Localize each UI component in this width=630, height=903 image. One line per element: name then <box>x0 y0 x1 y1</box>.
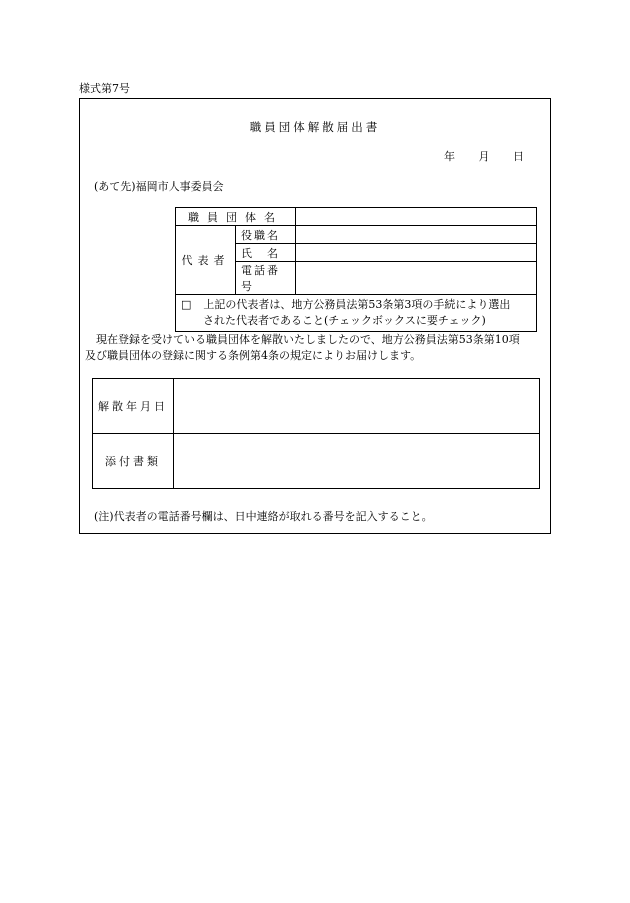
phone-field[interactable] <box>296 262 537 295</box>
addressee: (あて先)福岡市人事委員会 <box>94 180 224 193</box>
attachments-field[interactable] <box>174 434 540 489</box>
dissolution-date-field[interactable] <box>174 379 540 434</box>
dissolution-date-label: 解散年月日 <box>93 379 174 434</box>
form-number: 様式第7号 <box>79 82 130 95</box>
body-text-line2: 及び職員団体の登録に関する条例第4条の規定によりお届けします。 <box>85 349 422 362</box>
dissolution-info-table <box>92 378 540 489</box>
name-field[interactable] <box>296 244 537 262</box>
body-text <box>85 332 547 364</box>
form-frame <box>79 98 551 534</box>
org-name-field[interactable] <box>296 208 537 226</box>
position-label: 役職名 <box>236 226 296 244</box>
position-field[interactable] <box>296 226 537 244</box>
org-name-label: 職員団体名 <box>176 208 296 226</box>
election-confirmation-cell <box>176 295 537 332</box>
election-confirmation-text-line1: 上記の代表者は、地方公務員法第53条第3項の手続により選出 <box>203 298 511 311</box>
representative-label: 代表者 <box>176 226 236 295</box>
attachments-label: 添付書類 <box>93 434 174 489</box>
date-year-label: 年 <box>444 150 455 163</box>
form-title: 職員団体解散届出書 <box>249 120 381 134</box>
name-label: 氏 名 <box>236 244 296 262</box>
representative-table <box>175 207 537 332</box>
date-month-label: 月 <box>478 150 490 163</box>
election-checkbox[interactable]: □ <box>181 298 192 311</box>
date-day-label: 日 <box>513 150 524 163</box>
body-text-line1: 現在登録を受けている職員団体を解散いたしましたので、地方公務員法第53条第10項 <box>96 333 520 346</box>
date-line <box>444 148 524 164</box>
election-confirmation-text-line2: された代表者であること(チェックボックスに要チェック) <box>203 314 486 327</box>
election-confirmation-line1 <box>181 297 531 313</box>
phone-label: 電話番号 <box>236 262 296 295</box>
note: (注)代表者の電話番号欄は、日中連絡が取れる番号を記入すること。 <box>94 510 433 523</box>
